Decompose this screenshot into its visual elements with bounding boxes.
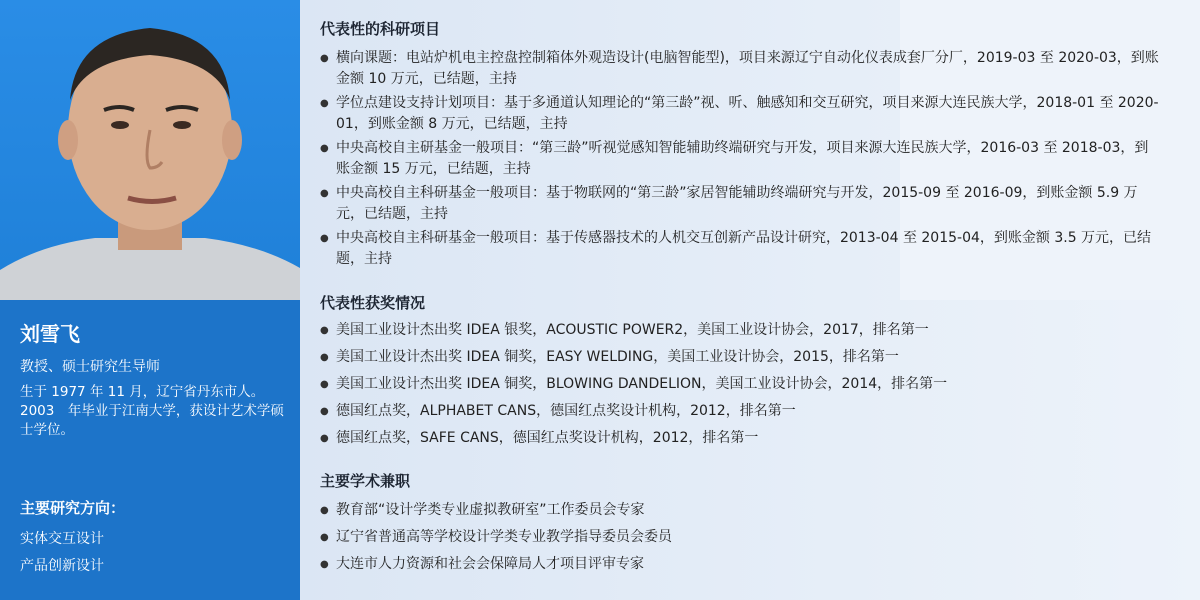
list-item: ● 中央高校自主科研基金一般项目：基于物联网的“第三龄”家居智能辅助终端研究与开发，2015-09 至 2016-09，到账金额 5.9 万元，已结题，主持 (320, 183, 1160, 225)
research-item: 产品创新设计 (20, 558, 104, 574)
person-bio: 生于 1977 年 11 月，辽宁省丹东市人。2003 年毕业于江南大学，获设计艺术学硕士学位。 (20, 384, 284, 438)
list-item: ● 美国工业设计杰出奖 IDEA 铜奖，EASY WELDING，美国工业设计协会，2015，排名第一 (320, 347, 1160, 368)
projects-list (320, 48, 1160, 273)
person-title: 教授、硕士研究生导师 (20, 359, 160, 375)
awards-heading: 代表性获奖情况 (320, 294, 426, 312)
awards-list (320, 320, 1160, 455)
research-item: 实体交互设计 (20, 531, 104, 547)
list-item: ● 学位点建设支持计划项目：基于多通道认知理论的“第三龄”视、听、触感知和交互研究，项目来源大连民族大学，2018-01 至 2020-01，到账金额 8 万元，已结题，主持 (320, 93, 1160, 135)
list-item: ● 中央高校自主科研基金一般项目：基于传感器技术的人机交互创新产品设计研究，2013-04 至 2015-04，到账金额 3.5 万元，已结题，主持 (320, 228, 1160, 270)
profile-info (0, 300, 300, 600)
portrait-illustration (0, 0, 300, 300)
list-item: ● 大连市人力资源和社会会保障局人才项目评审专家 (320, 554, 1160, 575)
portrait-photo (0, 0, 300, 300)
content-panel (300, 0, 1200, 600)
duties-list (320, 500, 1160, 581)
list-item: ● 教育部“设计学类专业虚拟教研室”工作委员会专家 (320, 500, 1160, 521)
projects-heading: 代表性的科研项目 (320, 20, 441, 38)
list-item: ● 德国红点奖，ALPHABET CANS，德国红点奖设计机构，2012，排名第一 (320, 401, 1160, 422)
list-item: ● 横向课题：电站炉机电主控盘控制箱体外观造设计(电脑智能型)，项目来源辽宁自动化仪表成套厂分厂，2019-03 至 2020-03，到账金额 10 万元，已结题，主持 (320, 48, 1160, 90)
list-item: ● 美国工业设计杰出奖 IDEA 铜奖，BLOWING DANDELION，美国工业设计协会，2014，排名第一 (320, 374, 1160, 395)
list-item: ● 德国红点奖，SAFE CANS，德国红点奖设计机构，2012，排名第一 (320, 428, 1160, 449)
person-name: 刘雪飞 (20, 322, 80, 346)
profile-panel (0, 0, 300, 600)
list-item: ● 辽宁省普通高等学校设计学类专业教学指导委员会委员 (320, 527, 1160, 548)
research-heading: 主要研究方向： (20, 499, 126, 517)
list-item: ● 美国工业设计杰出奖 IDEA 银奖，ACOUSTIC POWER2，美国工业设计协会，2017，排名第一 (320, 320, 1160, 341)
duties-heading: 主要学术兼职 (320, 472, 411, 490)
list-item: ● 中央高校自主研基金一般项目：“第三龄”听视觉感知智能辅助终端研究与开发，项目来源大连民族大学，2016-03 至 2018-03，到账金额 15 万元，已结题，主持 (320, 138, 1160, 180)
